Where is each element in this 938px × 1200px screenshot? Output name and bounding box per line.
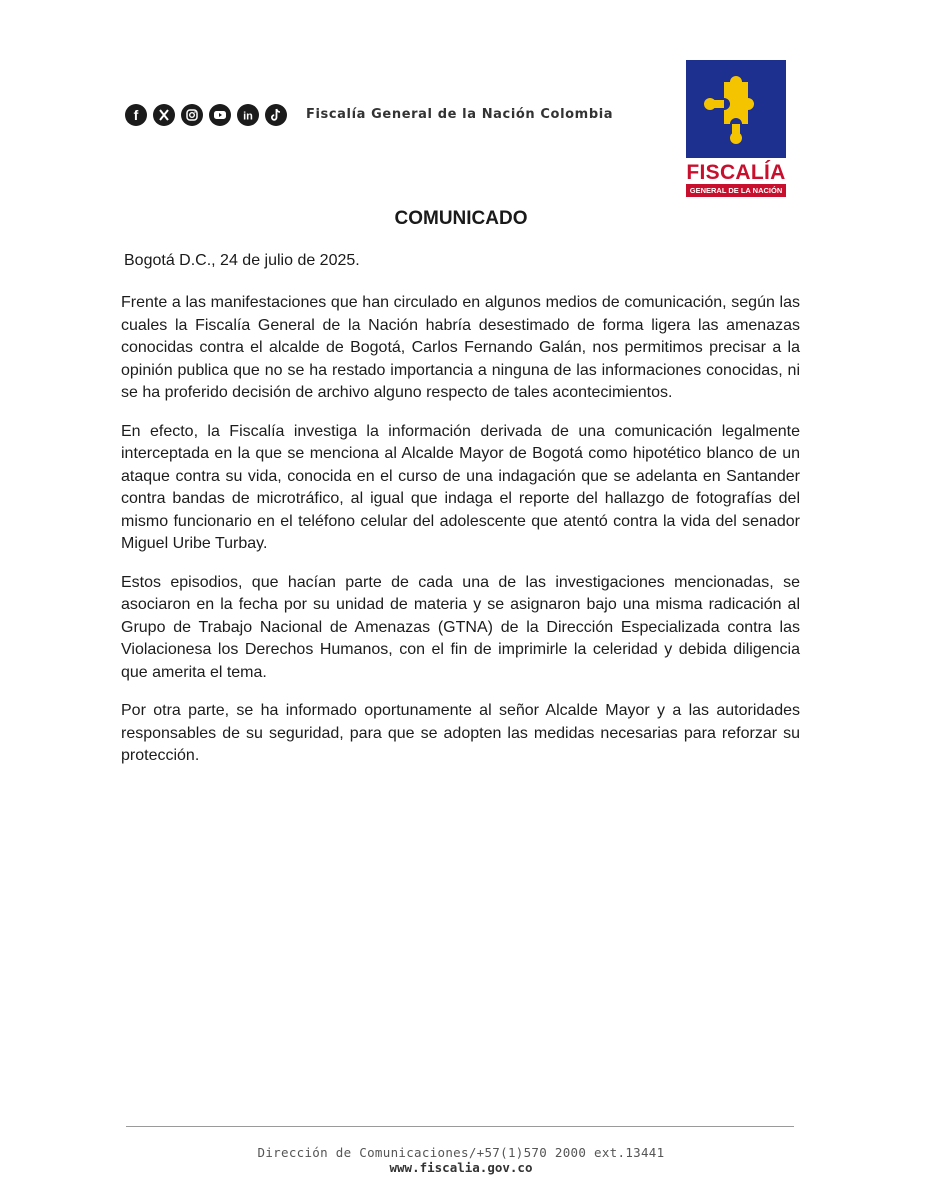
paragraph: Frente a las manifestaciones que han circulado en algunos medios de comunicación, según las cuales la Fiscalía General de la Nación habría desestimado de forma ligera las amenazas conocidas contra el alcalde de Bogotá, Carlos Fernando Galán, nos permitimos precisar a la opinión publica que no se ha restado importancia a ninguna de las informaciones conocidas, ni se ha proferido decisión de archivo alguno respecto de tales acontecimientos. xyxy=(121,294,800,401)
puzzle-piece-icon xyxy=(686,60,786,158)
paragraph: En efecto, la Fiscalía investiga la información derivada de una comunicación legalmente interceptada en la que se menciona al Alcalde Mayor de Bogotá como hipotético blanco de un ataque contra su vida, conocida en el curso de una indagación que se adelanta en Santander contra bandas de microtráfico, al igual que indaga el reporte del hallazgo de fotografías del mismo funcionario en el teléfono celular del adolescente que atentó contra la vida del senador Miguel Uribe Turbay. xyxy=(121,422,800,552)
svg-text:f: f xyxy=(133,107,139,123)
instagram-icon[interactable] xyxy=(181,104,203,126)
logo-wordmark: FISCALÍA xyxy=(686,161,786,184)
document-date: Bogotá D.C., 24 de julio de 2025. xyxy=(124,252,360,269)
footer-divider xyxy=(126,1126,794,1127)
logo-subtitle: GENERAL DE LA NACIÓN xyxy=(686,184,786,197)
social-icons-row xyxy=(125,104,287,126)
tiktok-icon[interactable] xyxy=(265,104,287,126)
facebook-icon[interactable] xyxy=(125,104,147,126)
document-body xyxy=(121,292,800,784)
page-title: COMUNICADO xyxy=(394,208,528,229)
footer-website[interactable]: www.fiscalia.gov.co xyxy=(389,1160,533,1175)
svg-text:in: in xyxy=(243,110,253,123)
linkedin-icon[interactable] xyxy=(237,104,259,126)
x-icon[interactable] xyxy=(153,104,175,126)
footer-contact: Dirección de Comunicaciones/+57(1)570 2000 ext.13441 xyxy=(257,1145,665,1160)
youtube-icon[interactable] xyxy=(209,104,231,126)
fiscalia-logo xyxy=(686,60,786,198)
paragraph: Estos episodios, que hacían parte de cada una de las investigaciones mencionadas, se asociaron en la fecha por su unidad de materia y se asignaron bajo una misma radicación al Grupo de Trabajo Nacional de Amenazas (GTNA) de la Dirección Especializada contra las Violacionesa los Derechos Humanos, con el fin de imprimirle la celeridad y debida diligencia que amerita el tema. xyxy=(121,573,800,681)
org-name: Fiscalía General de la Nación Colombia xyxy=(306,107,614,122)
paragraph: Por otra parte, se ha informado oportunamente al señor Alcalde Mayor y a las autoridades responsables de su seguridad, para que se adopten las medidas necesarias para reforzar su protección. xyxy=(121,702,800,764)
